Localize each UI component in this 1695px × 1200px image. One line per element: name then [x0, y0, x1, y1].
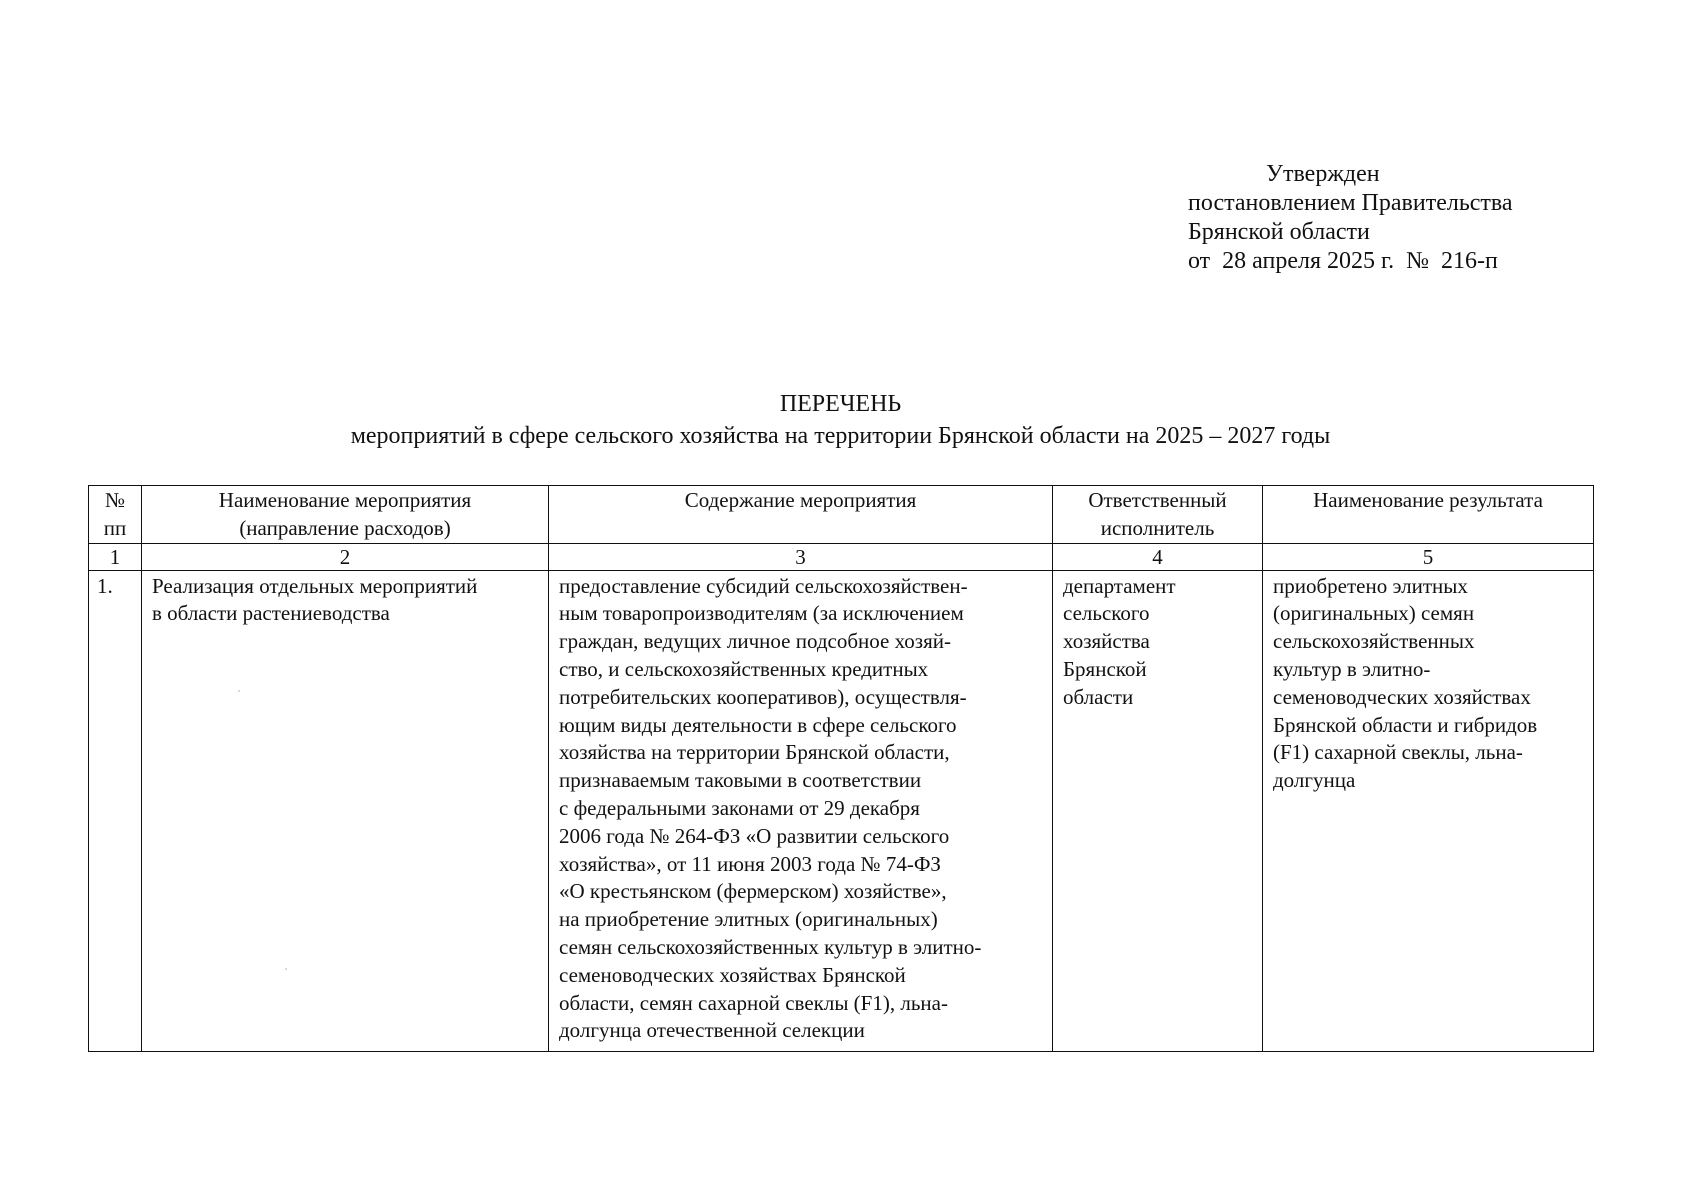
- column-number-row: [89, 543, 1594, 570]
- column-number: 2: [142, 543, 549, 570]
- column-number: 5: [1263, 543, 1594, 570]
- table-row: [89, 570, 1594, 1051]
- table-header-row: [89, 486, 1594, 544]
- approval-line: Утвержден: [1266, 161, 1380, 187]
- header-content: Содержание мероприятия: [549, 486, 1053, 544]
- header-executor: Ответственный исполнитель: [1053, 486, 1263, 544]
- approval-stamp: [1188, 160, 1513, 276]
- approval-line: постановлением Правительства: [1188, 190, 1513, 216]
- column-number: 3: [549, 543, 1053, 570]
- document-heading: ПЕРЕЧЕНЬ: [779, 391, 902, 417]
- header-name: Наименование мероприятия (направление расходов): [142, 486, 549, 544]
- column-number: 1: [89, 543, 142, 570]
- header-result: Наименование результата: [1263, 486, 1594, 544]
- column-number: 4: [1053, 543, 1263, 570]
- document-subheading: мероприятий в сфере сельского хозяйства на территории Брянской области на 2025 – 2027 годы: [350, 423, 1331, 449]
- row-name: Реализация отдельных мероприятий в области растениеводства: [142, 570, 549, 1051]
- row-executor: департамент сельского хозяйства Брянской области: [1053, 570, 1263, 1051]
- row-content: предоставление субсидий сельскохозяйствен- ным товаропроизводителям (за исключением граждан, ведущих личное подсобное хозяй- ство, и сельскохозяйственных кредитных потребительских кооперативов), осуществля- ющим виды деятельности в сфере сельского хозяйства на территории Брянской области, признаваемым таковыми в соответствии с федеральными законами от 29 декабря 2006 года № 264-ФЗ «О развитии сельского хозяйства», от 11 июня 2003 года № 74-ФЗ «О крестьянском (фермерском) хозяйстве», на приобретение элитных (оригинальных) семян сельскохозяйственных культур в элитно- семеноводческих хозяйствах Брянской области, семян сахарной свеклы (F1), льна- долгунца отечественной селекции: [549, 570, 1053, 1051]
- scan-artifact: [238, 690, 240, 692]
- approval-line: от 28 апреля 2025 г. № 216-п: [1188, 248, 1498, 274]
- approval-line: Брянской области: [1188, 219, 1370, 245]
- measures-table: [88, 485, 1594, 1052]
- row-number: 1.: [89, 570, 142, 1051]
- header-number: № пп: [89, 486, 142, 544]
- scan-artifact: [285, 968, 287, 970]
- row-result: приобретено элитных (оригинальных) семян сельскохозяйственных культур в элитно- семеноводческих хозяйствах Брянской области и гибридов (F1) сахарной свеклы, льна- долгунца: [1263, 570, 1594, 1051]
